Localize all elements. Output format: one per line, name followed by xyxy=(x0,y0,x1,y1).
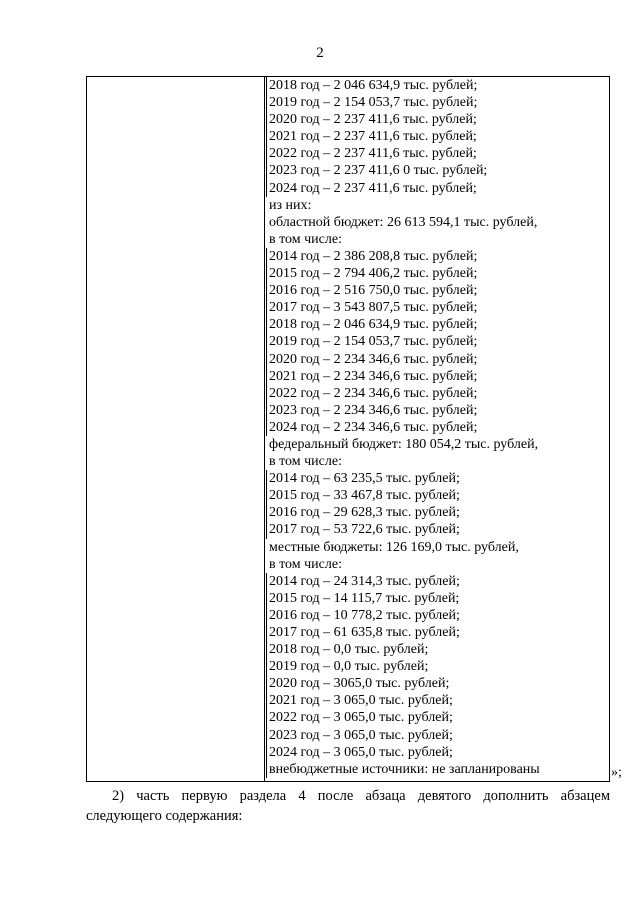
table-line: 2024 год – 2 237 411,6 тыс. рублей; xyxy=(266,180,609,197)
table-line: местные бюджеты: 126 169,0 тыс. рублей, xyxy=(269,539,519,555)
table-line: 2022 год – 3 065,0 тыс. рублей; xyxy=(266,709,609,726)
table-line: 2014 год – 24 314,3 тыс. рублей; xyxy=(266,573,609,590)
table-line: 2016 год – 10 778,2 тыс. рублей; xyxy=(266,607,609,624)
table-line: 2018 год – 0,0 тыс. рублей; xyxy=(266,641,609,658)
table-line: в том числе: xyxy=(269,556,342,572)
table-line: 2014 год – 2 386 208,8 тыс. рублей; xyxy=(266,248,609,265)
table-line: 2024 год – 3 065,0 тыс. рублей; xyxy=(266,744,609,761)
table-line: 2016 год – 2 516 750,0 тыс. рублей; xyxy=(266,282,609,299)
table-line: 2015 год – 14 115,7 тыс. рублей; xyxy=(266,590,609,607)
table-line: областной бюджет: 26 613 594,1 тыс. рублей, xyxy=(269,214,538,230)
table-line: 2020 год – 3065,0 тыс. рублей; xyxy=(266,675,609,692)
table-line: 2016 год – 29 628,3 тыс. рублей; xyxy=(266,504,609,521)
table-line: 2023 год – 2 234 346,6 тыс. рублей; xyxy=(266,402,609,419)
closing-quote-mark: »; xyxy=(611,765,622,780)
paragraph-line-2: следующего содержания: xyxy=(86,808,243,824)
table-right-cell xyxy=(265,77,609,781)
table-line: 2021 год – 2 237 411,6 тыс. рублей; xyxy=(266,128,609,145)
table-line: 2017 год – 53 722,6 тыс. рублей; xyxy=(266,521,609,538)
table-line: 2015 год – 33 467,8 тыс. рублей; xyxy=(266,487,609,504)
paragraph-line-1: 2) часть первую раздела 4 после абзаца девятого дополнить абзацем xyxy=(112,788,610,804)
table-line: 2018 год – 2 046 634,9 тыс. рублей; xyxy=(266,77,609,94)
amendment-paragraph xyxy=(86,786,610,826)
table-line: 2019 год – 2 154 053,7 тыс. рублей; xyxy=(266,333,609,350)
table-line: внебюджетные источники: не запланированы xyxy=(266,761,609,778)
table-line: 2023 год – 3 065,0 тыс. рублей; xyxy=(266,727,609,744)
table-line: в том числе: xyxy=(269,231,342,247)
table-line: 2015 год – 2 794 406,2 тыс. рублей; xyxy=(266,265,609,282)
table-line: 2017 год – 61 635,8 тыс. рублей; xyxy=(266,624,609,641)
table-line: в том числе: xyxy=(269,454,342,470)
table-line: 2019 год – 0,0 тыс. рублей; xyxy=(266,658,609,675)
table-line: 2022 год – 2 237 411,6 тыс. рублей; xyxy=(266,145,609,162)
table-line: 2023 год – 2 237 411,6 0 тыс. рублей; xyxy=(266,162,609,179)
table-line: 2024 год – 2 234 346,6 тыс. рублей; xyxy=(266,419,609,436)
table-line: 2020 год – 2 237 411,6 тыс. рублей; xyxy=(266,111,609,128)
table-line: 2022 год – 2 234 346,6 тыс. рублей; xyxy=(266,385,609,402)
table-line: 2014 год – 63 235,5 тыс. рублей; xyxy=(266,470,609,487)
table-line: 2020 год – 2 234 346,6 тыс. рублей; xyxy=(266,351,609,368)
page-number: 2 xyxy=(316,45,324,61)
table-line: 2021 год – 2 234 346,6 тыс. рублей; xyxy=(266,368,609,385)
table-line: из них: xyxy=(269,197,312,213)
table-line: 2021 год – 3 065,0 тыс. рублей; xyxy=(266,692,609,709)
table-line: федеральный бюджет: 180 054,2 тыс. рублей, xyxy=(269,436,539,452)
table-left-cell xyxy=(87,77,265,781)
table-line: 2019 год – 2 154 053,7 тыс. рублей; xyxy=(266,94,609,111)
table-line: 2018 год – 2 046 634,9 тыс. рублей; xyxy=(266,316,609,333)
funding-table xyxy=(86,76,610,782)
table-line: 2017 год – 3 543 807,5 тыс. рублей; xyxy=(266,299,609,316)
